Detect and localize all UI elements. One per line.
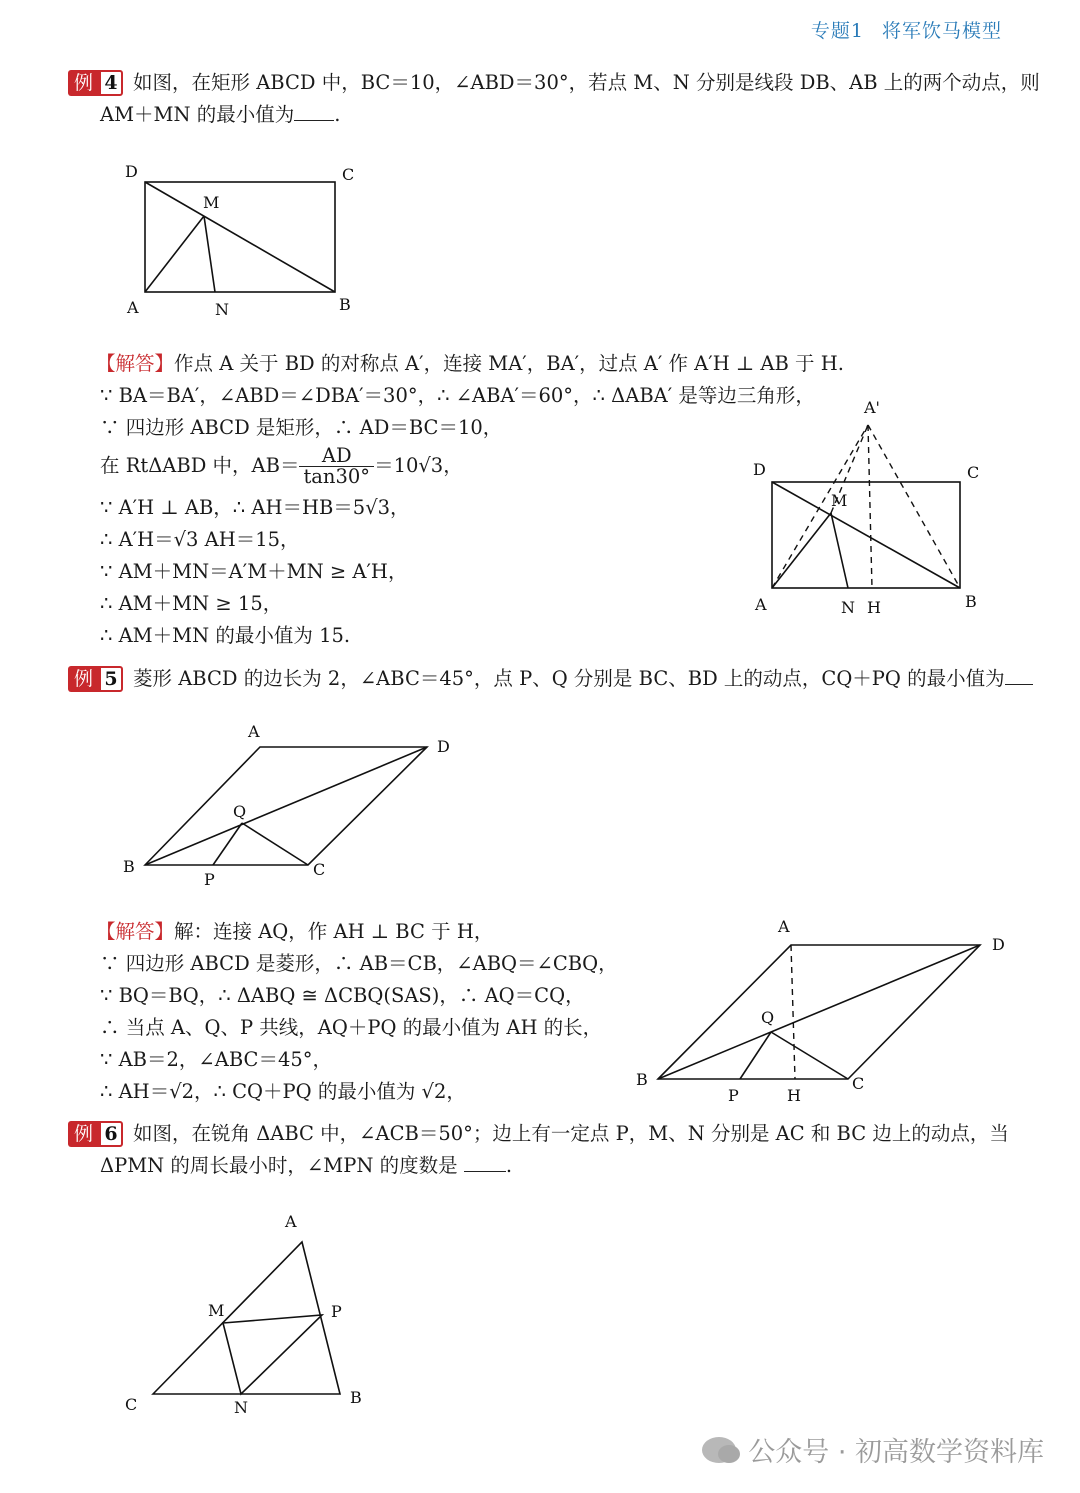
label-q: Q [233, 802, 247, 821]
ex5-solution-line2: ∵ 四边形 ABCD 是菱形，∴ AB＝CB，∠ABQ＝∠CBQ， [100, 952, 618, 975]
ex5-question-line1 [133, 663, 1033, 695]
label-q: Q [761, 1008, 775, 1027]
segment-qp [213, 823, 242, 865]
ex4-solution-line2: ∵ BA＝BA′，∠ABD＝∠DBA′＝30°，∴ ∠ABA′＝60°，∴ ΔABA′ 是等边三角形， [100, 384, 815, 407]
ex5-solution-line3: ∵ BQ＝BQ，∴ ΔABQ ≅ ΔCBQ(SAS)，∴ AQ＝CQ， [100, 984, 585, 1007]
example-number: 5 [99, 666, 123, 692]
label-p: P [331, 1302, 342, 1321]
example-label: 例 [68, 70, 99, 96]
ex4-solution-line3: ∵ 四边形 ABCD 是矩形，∴ AD＝BC＝10， [100, 416, 503, 439]
dashed-a-prime-h [868, 425, 872, 588]
example-4-badge [68, 70, 123, 96]
diagonal-bd [145, 747, 427, 865]
ex4-solution-line6: ∴ A′H＝√3 AH＝15， [100, 528, 300, 551]
answer-blank [294, 100, 334, 121]
label-c: C [125, 1395, 138, 1414]
solution-text: ＝10√3， [374, 454, 463, 477]
answer-blank [464, 1151, 506, 1172]
label-b: B [123, 857, 135, 876]
label-h: H [867, 598, 881, 617]
example-number: 4 [99, 70, 123, 96]
solution-tag: 【解答】 [96, 352, 175, 375]
dashed-a-prime-b [868, 425, 960, 588]
label-c: C [342, 165, 355, 184]
ex4-solution-line4 [100, 446, 463, 487]
period: . [334, 103, 341, 126]
triangle-abc [153, 1242, 340, 1394]
period: . [505, 1154, 513, 1177]
label-d: D [437, 737, 450, 756]
example-6-badge [68, 1121, 123, 1147]
example-5-badge [68, 666, 123, 692]
ex4-solution-line9: ∴ AM＋MN 的最小值为 15. [100, 624, 351, 647]
ex4-solution-line7: ∵ AM＋MN＝A′M＋MN ≥ A′H， [100, 560, 408, 583]
ex4-question-line1: 如图，在矩形 ABCD 中，BC＝10，∠ABD＝30°，若点 M、N 分别是线段 DB、AB 上的两个动点，则 [133, 71, 1040, 94]
watermark [702, 1430, 1044, 1469]
solution-tag: 【解答】 [96, 920, 175, 943]
chapter-label: 专题1 [810, 20, 864, 42]
segment-qc [242, 823, 308, 865]
label-h: H [787, 1086, 801, 1105]
label-d: D [992, 935, 1005, 954]
label-n: N [234, 1398, 248, 1417]
diagonal-db [145, 182, 335, 292]
figure-ex6-triangle [115, 1205, 385, 1420]
segment-qc [771, 1032, 848, 1079]
label-p: P [728, 1086, 739, 1105]
ex5-solution-line6: ∴ AH＝√2，∴ CQ＋PQ 的最小值为 √2， [100, 1080, 466, 1103]
solution-text: 作点 A 关于 BD 的对称点 A′，连接 MA′，BA′，过点 A′ 作 A′H ⊥ AB 于 H. [174, 352, 844, 375]
chapter-title: 将军饮马模型 [881, 20, 1002, 42]
diagonal-db [772, 482, 960, 588]
fraction [299, 446, 374, 487]
label-n: N [841, 598, 855, 617]
figure-ex4-solution [745, 395, 995, 625]
label-a: A [248, 722, 260, 741]
ex4-solution-line5: ∵ A′H ⊥ AB，∴ AH＝HB＝5√3， [100, 496, 410, 519]
label-a-prime: A' [864, 398, 880, 417]
ex5-solution-line4: ∴ 当点 A、Q、P 共线，AQ＋PQ 的最小值为 AH 的长， [100, 1016, 603, 1039]
label-b: B [350, 1388, 362, 1407]
segment-mn [204, 216, 215, 292]
fraction-numerator: AD [299, 446, 374, 467]
ex4-solution-line1 [96, 348, 844, 380]
ex5-solution-line1 [96, 916, 493, 948]
wechat-icon [702, 1437, 736, 1463]
ex6-question-text: ΔPMN 的周长最小时，∠MPN 的度数是 [100, 1154, 458, 1177]
dashed-aa-prime [772, 425, 868, 588]
label-c: C [313, 860, 326, 879]
triangle-mpn [223, 1315, 322, 1394]
label-a: A [778, 917, 790, 936]
label-m: M [831, 491, 848, 510]
example-number: 6 [99, 1121, 123, 1147]
ex4-question-line2 [100, 99, 340, 131]
figure-ex5-solution [630, 915, 1030, 1110]
figure-ex4-rectangle [115, 160, 375, 320]
label-a: A [127, 298, 139, 317]
label-b: B [965, 592, 977, 611]
ex5-solution-line5: ∵ AB＝2，∠ABC＝45°， [100, 1048, 333, 1071]
solution-text: 在 RtΔABD 中，AB＝ [100, 454, 300, 477]
ex5-question-text: 菱形 ABCD 的边长为 2，∠ABC＝45°，点 P、Q 分别是 BC、BD 上的动点，CQ＋PQ 的最小值为 [133, 667, 1005, 690]
figure-ex5-rhombus [115, 720, 465, 890]
label-c: C [967, 463, 980, 482]
answer-blank [1005, 664, 1033, 685]
label-a: A [285, 1212, 297, 1231]
label-n: N [215, 300, 229, 319]
example-label: 例 [68, 666, 99, 692]
label-d: D [125, 162, 138, 181]
watermark-text: 公众号 · 初高数学资料库 [748, 1437, 1044, 1468]
fraction-denominator: tan30° [303, 465, 371, 488]
solution-text: 解：连接 AQ，作 AH ⊥ BC 于 H， [174, 920, 494, 943]
label-d: D [753, 460, 766, 479]
label-m: M [203, 193, 220, 212]
ex6-question-line1: 如图，在锐角 ΔABC 中，∠ACB＝50°；边上有一定点 P，M、N 分别是 AC 和 BC 边上的动点，当 [133, 1122, 1009, 1145]
label-c: C [852, 1074, 865, 1093]
label-b: B [339, 295, 351, 314]
dashed-ah [791, 945, 795, 1079]
example-label: 例 [68, 1121, 99, 1147]
label-p: P [204, 870, 215, 889]
diagonal-bd [658, 945, 980, 1079]
label-a: A [755, 595, 767, 614]
ex4-solution-line8: ∴ AM＋MN ≥ 15， [100, 592, 283, 615]
ex6-question-line2 [100, 1150, 512, 1182]
label-m: M [208, 1301, 225, 1320]
page-header [793, 16, 1002, 43]
label-b: B [636, 1070, 648, 1089]
segment-am [772, 513, 831, 588]
ex4-question-text: AM＋MN 的最小值为 [100, 103, 295, 126]
segment-am [145, 216, 204, 292]
